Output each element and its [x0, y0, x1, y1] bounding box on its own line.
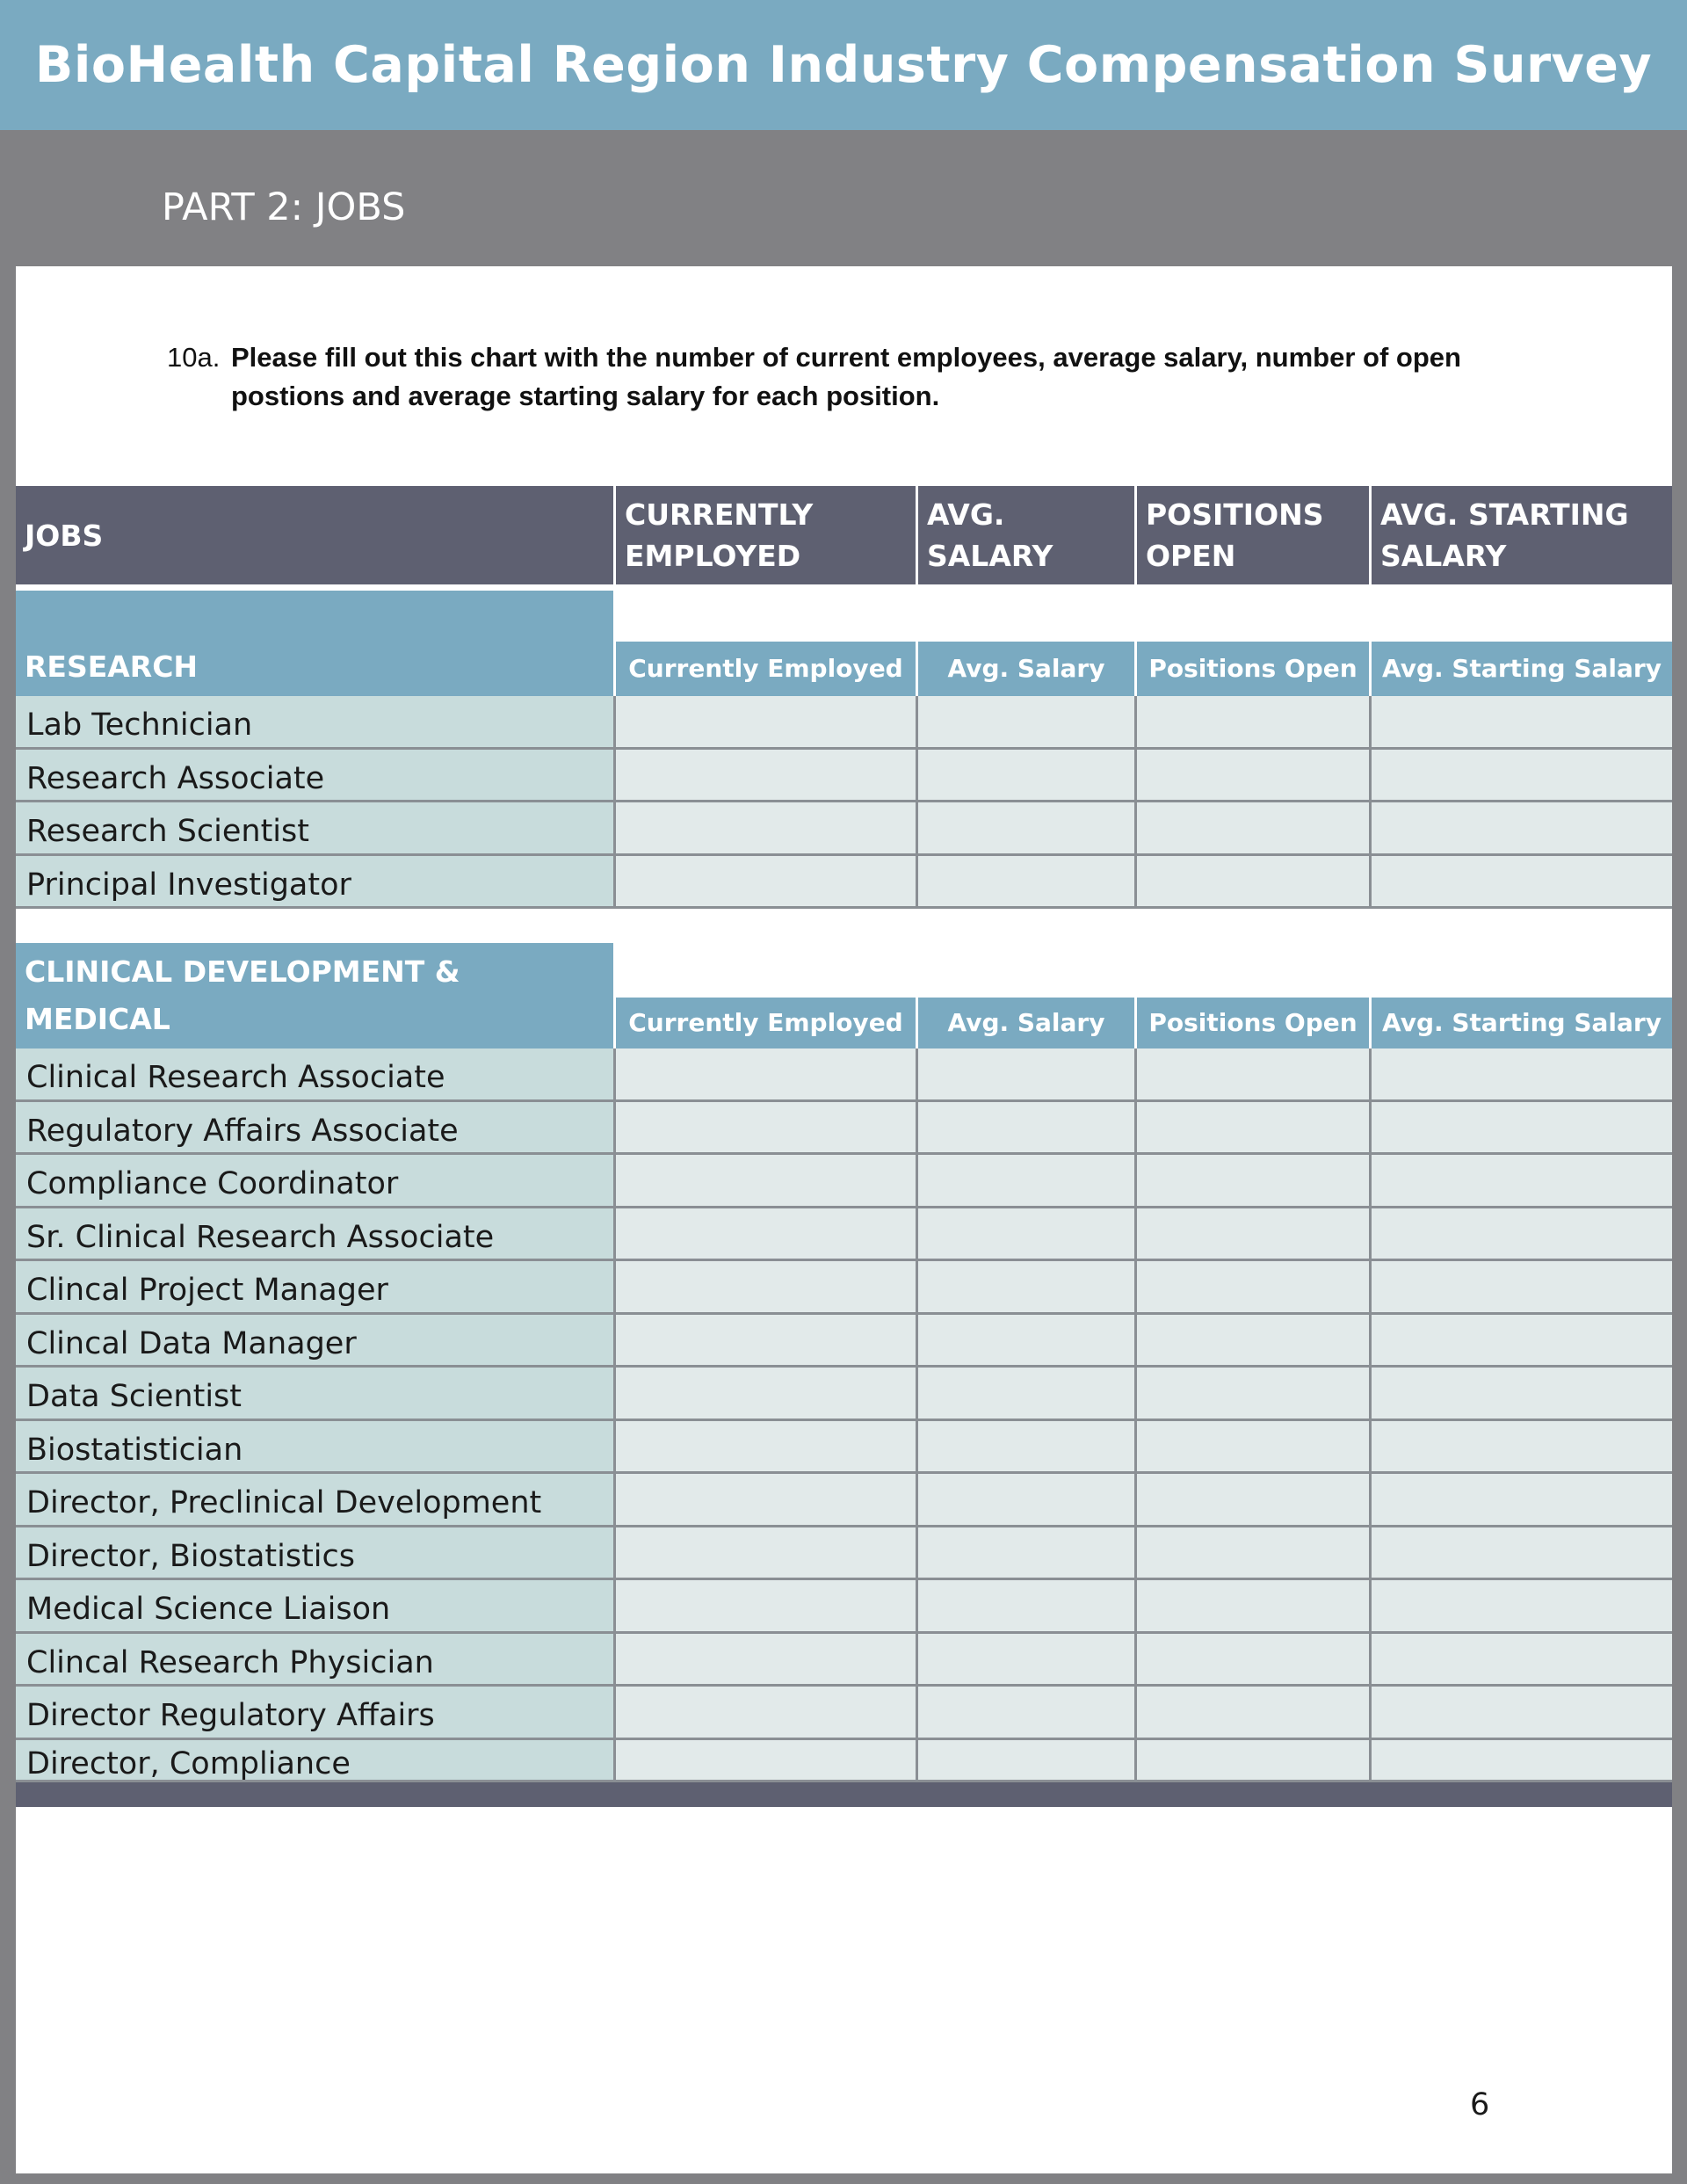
input-cell-avg-salary[interactable]	[916, 1527, 1134, 1581]
input-cell-avg-salary[interactable]	[916, 1261, 1134, 1315]
input-cell-avg-salary[interactable]	[916, 856, 1134, 910]
input-cell-avg-starting-salary[interactable]	[1369, 696, 1672, 750]
input-cell-avg-starting-salary[interactable]	[1369, 1580, 1672, 1634]
job-label: Biostatistician	[16, 1421, 613, 1475]
column-header-0	[16, 486, 613, 584]
section-header-0	[16, 591, 613, 696]
column-header-label: POSITIONS OPEN	[1146, 497, 1324, 573]
subheader-1-0: Currently Employed	[613, 998, 916, 1048]
subheader-1-1: Avg. Salary	[916, 998, 1134, 1048]
input-cell-positions-open[interactable]	[1134, 1474, 1369, 1527]
input-cell-currently-employed[interactable]	[613, 1580, 916, 1634]
subheader-0-1: Avg. Salary	[916, 642, 1134, 696]
job-label: Research Scientist	[16, 802, 613, 856]
input-cell-positions-open[interactable]	[1134, 1261, 1369, 1315]
page-title: BioHealth Capital Region Industry Compensation Survey	[34, 36, 1653, 94]
input-cell-avg-starting-salary[interactable]	[1369, 1474, 1672, 1527]
input-cell-currently-employed[interactable]	[613, 750, 916, 803]
input-cell-avg-starting-salary[interactable]	[1369, 1421, 1672, 1475]
question-text: Please fill out this chart with the number of current employees, average salary, number of open postions and average starting salary for each position.	[231, 342, 1461, 411]
input-cell-avg-salary[interactable]	[916, 1580, 1134, 1634]
column-header-3	[1134, 486, 1369, 584]
input-cell-avg-salary[interactable]	[916, 696, 1134, 750]
input-cell-positions-open[interactable]	[1134, 1102, 1369, 1156]
input-cell-avg-starting-salary[interactable]	[1369, 856, 1672, 910]
input-cell-avg-salary[interactable]	[916, 750, 1134, 803]
input-cell-avg-salary[interactable]	[916, 1740, 1134, 1782]
input-cell-currently-employed[interactable]	[613, 1261, 916, 1315]
input-cell-avg-starting-salary[interactable]	[1369, 1315, 1672, 1368]
input-cell-positions-open[interactable]	[1134, 1527, 1369, 1581]
input-cell-avg-salary[interactable]	[916, 1474, 1134, 1527]
job-label: Clincal Research Physician	[16, 1634, 613, 1687]
job-label: Data Scientist	[16, 1368, 613, 1421]
input-cell-positions-open[interactable]	[1134, 1315, 1369, 1368]
job-label: Regulatory Affairs Associate	[16, 1102, 613, 1156]
column-header-label: JOBS	[25, 518, 104, 553]
input-cell-avg-salary[interactable]	[916, 1315, 1134, 1368]
input-cell-positions-open[interactable]	[1134, 1048, 1369, 1102]
input-cell-positions-open[interactable]	[1134, 1368, 1369, 1421]
input-cell-positions-open[interactable]	[1134, 1687, 1369, 1740]
input-cell-avg-starting-salary[interactable]	[1369, 1102, 1672, 1156]
input-cell-avg-starting-salary[interactable]	[1369, 1687, 1672, 1740]
input-cell-currently-employed[interactable]	[613, 1687, 916, 1740]
table-footer-bar	[16, 1782, 1672, 1807]
input-cell-currently-employed[interactable]	[613, 696, 916, 750]
input-cell-avg-starting-salary[interactable]	[1369, 1368, 1672, 1421]
job-label: Director, Biostatistics	[16, 1527, 613, 1581]
input-cell-currently-employed[interactable]	[613, 1474, 916, 1527]
input-cell-currently-employed[interactable]	[613, 802, 916, 856]
column-header-label: CURRENTLY EMPLOYED	[625, 497, 814, 573]
column-header-label: AVG. STARTING SALARY	[1380, 497, 1629, 573]
input-cell-currently-employed[interactable]	[613, 1368, 916, 1421]
input-cell-currently-employed[interactable]	[613, 1102, 916, 1156]
input-cell-positions-open[interactable]	[1134, 696, 1369, 750]
question-number: 10a.	[167, 342, 221, 373]
job-label: Director, Preclinical Development	[16, 1474, 613, 1527]
survey-sheet	[16, 266, 1672, 2173]
input-cell-positions-open[interactable]	[1134, 802, 1369, 856]
column-header-2	[916, 486, 1134, 584]
page-number: 6	[1470, 2087, 1490, 2122]
title-banner	[0, 0, 1687, 130]
input-cell-avg-starting-salary[interactable]	[1369, 802, 1672, 856]
input-cell-avg-salary[interactable]	[916, 1634, 1134, 1687]
input-cell-positions-open[interactable]	[1134, 1421, 1369, 1475]
input-cell-positions-open[interactable]	[1134, 1580, 1369, 1634]
input-cell-positions-open[interactable]	[1134, 1208, 1369, 1262]
section-title: RESEARCH	[25, 649, 199, 684]
input-cell-avg-salary[interactable]	[916, 1155, 1134, 1208]
job-label: Sr. Clinical Research Associate	[16, 1208, 613, 1262]
input-cell-avg-starting-salary[interactable]	[1369, 1634, 1672, 1687]
input-cell-currently-employed[interactable]	[613, 1421, 916, 1475]
input-cell-avg-salary[interactable]	[916, 1687, 1134, 1740]
input-cell-avg-salary[interactable]	[916, 1102, 1134, 1156]
input-cell-positions-open[interactable]	[1134, 856, 1369, 910]
input-cell-currently-employed[interactable]	[613, 1527, 916, 1581]
input-cell-currently-employed[interactable]	[613, 1634, 916, 1687]
input-cell-positions-open[interactable]	[1134, 1155, 1369, 1208]
input-cell-avg-starting-salary[interactable]	[1369, 1048, 1672, 1102]
job-label: Principal Investigator	[16, 856, 613, 910]
input-cell-avg-salary[interactable]	[916, 1421, 1134, 1475]
input-cell-avg-salary[interactable]	[916, 802, 1134, 856]
column-header-1	[613, 486, 916, 584]
job-label: Lab Technician	[16, 696, 613, 750]
job-label: Director Regulatory Affairs	[16, 1687, 613, 1740]
input-cell-positions-open[interactable]	[1134, 1634, 1369, 1687]
input-cell-avg-salary[interactable]	[916, 1368, 1134, 1421]
job-label: Director, Compliance	[16, 1740, 613, 1782]
input-cell-currently-employed[interactable]	[613, 856, 916, 910]
input-cell-avg-starting-salary[interactable]	[1369, 1155, 1672, 1208]
job-label: Clincal Project Manager	[16, 1261, 613, 1315]
input-cell-avg-starting-salary[interactable]	[1369, 1261, 1672, 1315]
input-cell-currently-employed[interactable]	[613, 1208, 916, 1262]
subheader-1-2: Positions Open	[1134, 998, 1369, 1048]
input-cell-currently-employed[interactable]	[613, 1155, 916, 1208]
input-cell-avg-starting-salary[interactable]	[1369, 1740, 1672, 1782]
input-cell-avg-salary[interactable]	[916, 1208, 1134, 1262]
job-label: Compliance Coordinator	[16, 1155, 613, 1208]
job-label: Research Associate	[16, 750, 613, 803]
job-label: Medical Science Liaison	[16, 1580, 613, 1634]
job-label: Clinical Research Associate	[16, 1048, 613, 1102]
input-cell-currently-employed[interactable]	[613, 1740, 916, 1782]
input-cell-currently-employed[interactable]	[613, 1048, 916, 1102]
section-title: CLINICAL DEVELOPMENT & MEDICAL	[25, 954, 460, 1036]
subheader-1-3: Avg. Starting Salary	[1369, 998, 1672, 1048]
section-header-1	[16, 943, 613, 1048]
column-header-label: AVG. SALARY	[927, 497, 1053, 573]
input-cell-avg-starting-salary[interactable]	[1369, 1527, 1672, 1581]
subheader-0-0: Currently Employed	[613, 642, 916, 696]
input-cell-avg-starting-salary[interactable]	[1369, 750, 1672, 803]
column-header-4	[1369, 486, 1672, 584]
job-label: Clincal Data Manager	[16, 1315, 613, 1368]
input-cell-positions-open[interactable]	[1134, 750, 1369, 803]
subheader-0-3: Avg. Starting Salary	[1369, 642, 1672, 696]
input-cell-avg-salary[interactable]	[916, 1048, 1134, 1102]
subheader-0-2: Positions Open	[1134, 642, 1369, 696]
input-cell-positions-open[interactable]	[1134, 1740, 1369, 1782]
input-cell-currently-employed[interactable]	[613, 1315, 916, 1368]
part-title: PART 2: JOBS	[162, 185, 406, 229]
input-cell-avg-starting-salary[interactable]	[1369, 1208, 1672, 1262]
